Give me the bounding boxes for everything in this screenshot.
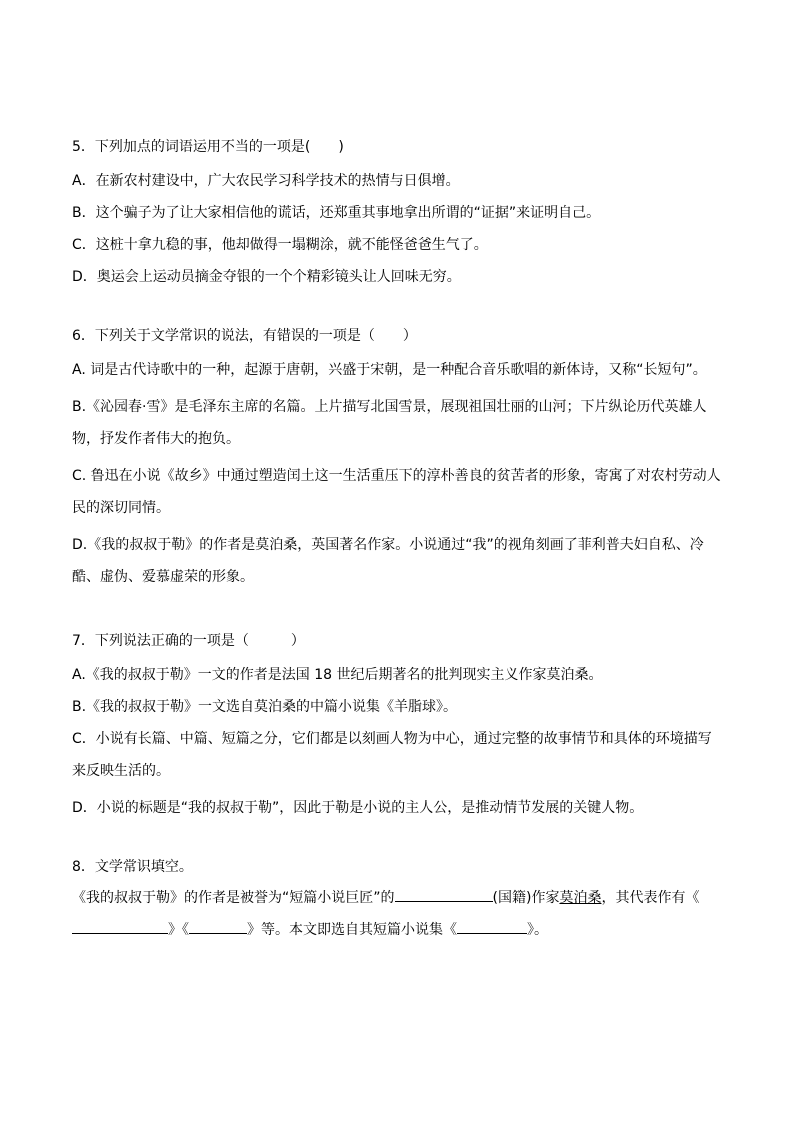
question-8-fill-text: [72, 882, 722, 946]
representative-work-1-blank[interactable]: [72, 916, 168, 934]
question-8-text-1: 《我的叔叔于勒》的作者是被誉为“短篇小说巨匠”的: [72, 890, 395, 906]
question-8-text-5: 》等。本文即选自其短篇小说集《: [247, 922, 457, 938]
question-8-title: 8．文学常识填空。: [72, 859, 193, 875]
question-6-option-b: B.《沁园春·雪》是毛泽东主席的名篇。上片描写北国雪景，展现祖国壮丽的山河；下片纵论历代英雄人物，抒发作者伟大的抱负。: [72, 399, 707, 447]
question-7-option-b: B.《我的叔叔于勒》一文选自莫泊桑的中篇小说集《羊脂球》。: [72, 699, 458, 715]
nationality-blank[interactable]: [395, 884, 493, 902]
question-5-option-d: D．奥运会上运动员摘金夺银的一个个精彩镜头让人回味无穷。: [72, 269, 461, 285]
question-5-option-a: A．在新农村建设中，广大农民学习科学技术的热情与日俱增。: [72, 173, 460, 189]
question-6-option-a: A. 词是古代诗歌中的一种，起源于唐朝，兴盛于宋朝，是一种配合音乐歌唱的新体诗，又称“长短句”。: [72, 362, 707, 378]
question-6: [72, 325, 722, 593]
question-5-title: 5．下列加点的词语运用不当的一项是( ): [72, 139, 344, 155]
question-7-title: 7．下列说法正确的一项是（ ）: [72, 633, 305, 649]
question-8-text-6: 》。: [527, 922, 548, 938]
question-8-text-3: ，其代表作有《: [601, 890, 700, 906]
author-name: 莫泊桑: [559, 890, 602, 906]
question-5-option-c: C．这桩十拿九稳的事，他却做得一塌糊涂，就不能怪爸爸生气了。: [72, 237, 488, 253]
question-7: [72, 630, 722, 819]
question-5-option-b: B．这个骗子为了让大家相信他的谎话，还郑重其事地拿出所谓的“证据”来证明自己。: [72, 205, 601, 221]
question-7-option-c: C．小说有长篇、中篇、短篇之分，它们都是以刻画人物为中心，通过完整的故事情节和具体的环境描写来反映生活的。: [72, 731, 712, 779]
document-page: [72, 136, 722, 983]
representative-work-2-blank[interactable]: [189, 916, 247, 934]
question-8-text-2: (国籍)作家: [492, 890, 560, 906]
question-5: [72, 136, 722, 288]
question-7-option-a: A.《我的叔叔于勒》一文的作者是法国 18 世纪后期著名的批判现实主义作家莫泊桑。: [72, 667, 603, 683]
story-collection-blank[interactable]: [457, 916, 527, 934]
question-6-option-c: C. 鲁迅在小说《故乡》中通过塑造闰土这一生活重压下的淳朴善良的贫苦者的形象，寄寓了对农村劳动人民的深切同情。: [72, 468, 721, 516]
question-6-option-d: D.《我的叔叔于勒》的作者是莫泊桑，英国著名作家。小说通过“我”的视角刻画了菲利普夫妇自私、冷酷、虚伪、爱慕虚荣的形象。: [72, 537, 704, 585]
question-8: [72, 856, 722, 946]
question-7-option-d: D．小说的标题是“我的叔叔于勒”，因此于勒是小说的主人公，是推动情节发展的关键人物。: [72, 800, 644, 816]
question-8-text-4: 》《: [168, 922, 189, 938]
question-6-title: 6．下列关于文学常识的说法，有错误的一项是（ ）: [72, 328, 417, 344]
